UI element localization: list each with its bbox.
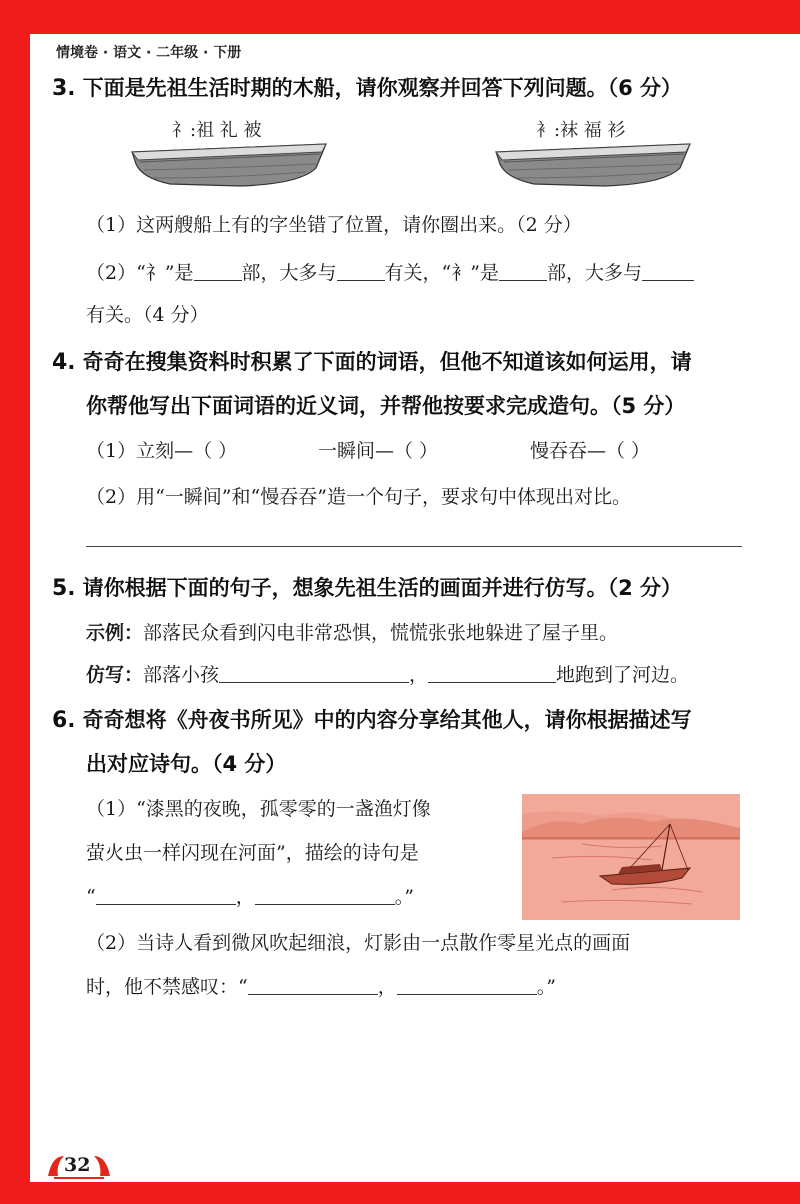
answer-blank-6[interactable] — [428, 663, 556, 683]
answer-blank-2[interactable] — [337, 261, 385, 281]
question-6-sub-2-line-1: （2）当诗人看到微风吹起细浪，灯影由一点散作零星光点的画面 — [86, 932, 631, 954]
answer-blank-3[interactable] — [499, 261, 547, 281]
question-4-title-line-2: 你帮他写出下面词语的近义词，并帮他按要求完成造句。（5 分） — [86, 394, 686, 418]
question-3-title — [52, 72, 682, 102]
question-4-title-line-1 — [52, 346, 692, 376]
question-5-example — [86, 618, 618, 645]
question-3-number: 3 — [52, 76, 68, 101]
imitate-text-a: 部落小孩 — [143, 664, 220, 686]
answer-blank-5[interactable] — [219, 663, 409, 683]
boat-2-image — [494, 138, 694, 190]
question-6-text-1: . 奇奇想将《舟夜书所见》中的内容分享给其他人，请你根据描述写 — [67, 708, 692, 732]
question-3-sub-2-end: 有关。（4 分） — [86, 304, 209, 326]
example-text: 部落民众看到闪电非常恐惧，慌慌张张地躲进了屋子里。 — [143, 622, 619, 644]
q6-sub2-text-a: 时，他不禁感叹：“ — [86, 976, 248, 998]
q3-sub2-text-a: （2）“礻”是 — [86, 262, 194, 284]
question-5-number: 5 — [52, 576, 68, 601]
question-4-sub-2: （2）用“一瞬间”和“慢吞吞”造一个句子，要求句中体现出对比。 — [86, 486, 631, 508]
boat-1-image — [130, 138, 330, 190]
question-6-title-line-1 — [52, 704, 692, 734]
question-6-sub-1-line-3 — [86, 882, 414, 909]
question-6-sub-1-line-1: （1）“漆黑的夜晚，孤零零的一盏渔灯像 — [86, 798, 431, 820]
question-3-sub-1: （1）这两艘船上有的字坐错了位置，请你圈出来。（2 分） — [86, 214, 582, 236]
question-6-sub-1-line-2: 萤火虫一样闪现在河面”，描绘的诗句是 — [86, 842, 419, 864]
question-5-title — [52, 572, 682, 602]
question-4-sub-1-b: 一瞬间—（ ） — [318, 440, 439, 462]
answer-blank-1[interactable] — [194, 261, 242, 281]
imitate-text-c: 地跑到了河边。 — [556, 664, 690, 686]
page-header: 情境卷 · 语文 · 二年级 · 下册 — [56, 45, 242, 61]
answer-blank-8[interactable] — [255, 885, 395, 905]
question-5-imitate — [86, 660, 689, 687]
imitate-label: 仿写： — [86, 664, 144, 686]
page-number: 32 — [64, 1154, 91, 1176]
question-6-sub-2-line-2 — [86, 972, 556, 999]
quote-open: “ — [86, 886, 96, 908]
answer-blank-9[interactable] — [248, 975, 378, 995]
quote-close: 。” — [394, 886, 414, 908]
comma: ， — [235, 886, 255, 908]
answer-line-sentence[interactable] — [86, 546, 742, 547]
q6-sub2-text-b: ， — [377, 976, 397, 998]
imitate-text-b: ， — [409, 664, 429, 686]
question-3-text: . 下面是先祖生活时期的木船，请你观察并回答下列问题。（6 分） — [67, 76, 683, 100]
question-4-text-1: . 奇奇在搜集资料时积累了下面的词语，但他不知道该如何运用，请 — [67, 350, 692, 374]
q3-sub2-text-b: 部，大多与 — [241, 262, 337, 284]
answer-blank-7[interactable] — [96, 885, 236, 905]
answer-blank-10[interactable] — [397, 975, 537, 995]
question-4-sub-1-a: （1）立刻—（ ） — [86, 440, 238, 462]
question-6-number: 6 — [52, 708, 68, 733]
page-number-badge — [44, 1150, 114, 1184]
boat-2-label: 衤:袜 福 衫 — [536, 120, 626, 141]
boat-1-label: 礻:祖 礼 被 — [172, 120, 262, 141]
question-4-sub-1-c: 慢吞吞—（ ） — [530, 440, 651, 462]
q3-sub2-text-d: 部，大多与 — [546, 262, 642, 284]
question-4-number: 4 — [52, 350, 68, 375]
question-3-sub-2 — [86, 258, 694, 285]
question-5-text: . 请你根据下面的句子，想象先祖生活的画面并进行仿写。（2 分） — [67, 576, 683, 600]
q6-sub2-text-c: 。” — [536, 976, 556, 998]
night-river-painting — [522, 794, 740, 920]
q3-sub2-text-c: 有关，“衤”是 — [384, 262, 499, 284]
page-paper — [30, 34, 800, 1182]
question-6-title-line-2: 出对应诗句。（4 分） — [86, 752, 287, 776]
example-label: 示例： — [86, 622, 144, 644]
answer-blank-4[interactable] — [642, 261, 694, 281]
